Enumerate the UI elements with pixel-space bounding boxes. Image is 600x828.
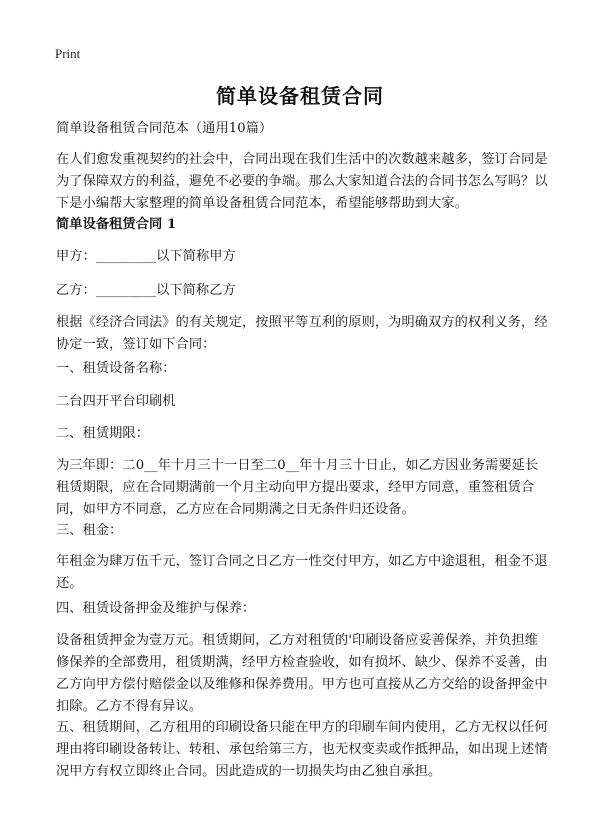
clause-4-title: 四、租赁设备押金及维护与保养： [56,601,256,616]
clause-3-title: 三、租金： [56,523,123,538]
party-b: 乙方：_________以下简称乙方 [56,283,236,298]
document-title: 简单设备租赁合同 [216,84,384,108]
clause-1-title: 一、租赁设备名称： [56,361,176,376]
clause-1-body: 二台四开平台印刷机 [56,394,176,409]
subtitle: 简单设备租赁合同范本（通用10篇） [56,121,273,136]
clause-5: 五、租赁期间，乙方租用的印刷设备只能在甲方的印刷车间内使用，乙方无权以任何理由将印刷设备转让、转租、承包给第三方，也无权变卖或作抵押品，如出现上述情况甲方有权立即终止合同。因此造成的一切损失均由乙独自承担。 [56,720,548,779]
basis-paragraph: 根据《经济合同法》的有关规定，按照平等互利的原则，为明确双方的权利义务，经协定一致，签订如下合同： [56,315,548,352]
section-heading: 简单设备租赁合同 1 [56,217,177,232]
intro-paragraph: 在人们愈发重视契约的社会中，合同出现在我们生活中的次数越来越多，签订合同是为了保障双方的利益，避免不必要的争端。那么大家知道合法的合同书怎么写吗？以下是小编帮大家整理的简单设备租赁合同范本，希望能够帮助到大家。 [56,152,548,211]
party-a: 甲方：_________以下简称甲方 [56,249,236,264]
clause-3-body: 年租金为肆万伍千元，签订合同之日乙方一性交付甲方，如乙方中途退租，租金不退还。 [56,554,548,591]
clause-4-body: 设备租赁押金为壹万元。租赁期间，乙方对租赁的'印刷设备应妥善保养，并负担维修保养的全部费用，租赁期满，经甲方检查验收，如有损坏、缺少、保养不妥善，由乙方向甲方偿付赔偿金以及维修和保养费用。甲方也可直接从乙方交给的设备押金中扣除。乙方不得有异议。 [56,633,548,714]
print-link[interactable]: Print [55,46,81,61]
clause-2-title: 二、租赁期限： [56,426,150,441]
clause-2-body: 为三年即：二0__年十月三十一日至二0__年十月三十日止，如乙方因业务需要延长租赁期限，应在合同期满前一个月主动向甲方提出要求，经甲方同意，重签租赁合同，如甲方不同意，乙方应在合同期满之日无条件归还设备。 [56,458,539,517]
